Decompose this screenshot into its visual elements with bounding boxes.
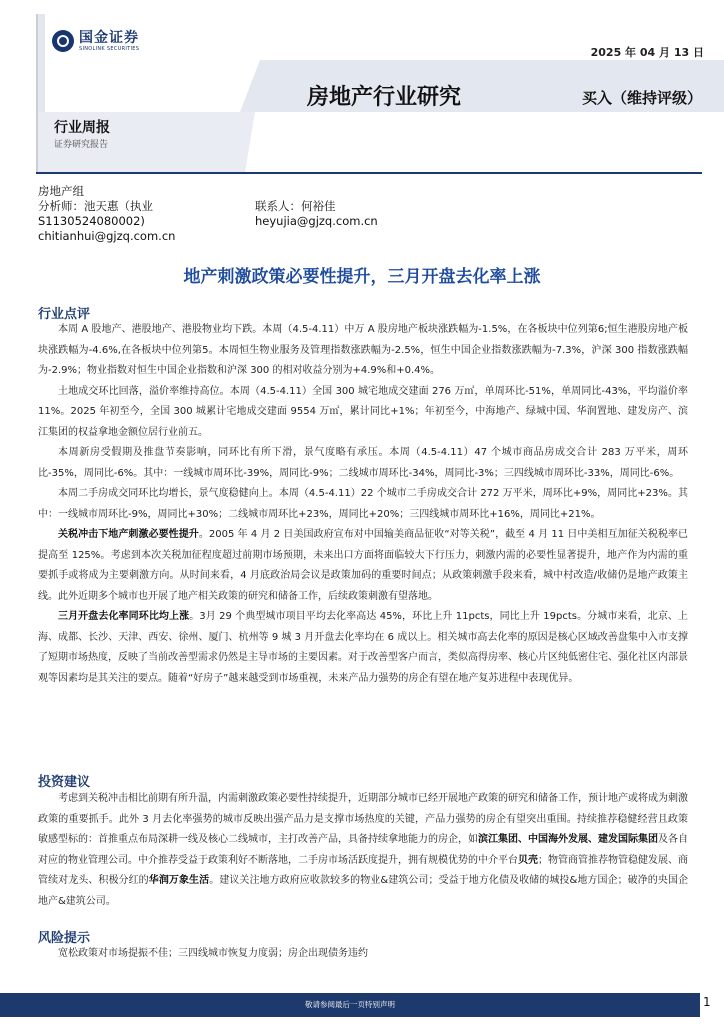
review-paragraph-second-hand: 本周二手房成交同环比均增长，景气度稳健向上。本周（4.5-4.11）22 个城市二手房成交合计 272 万平米，周环比+9%，周同比+23%。其中：一线城市周环比-9%，周同比+30%；二线城市周环比+23%，周同比+20%；三四线城市周环比+16%，周同比+21%。 bbox=[38, 488, 688, 520]
investment-body bbox=[38, 789, 688, 912]
logo-name-cn: 国金证券 bbox=[79, 29, 139, 46]
brand-logo bbox=[52, 30, 139, 52]
review-paragraph-absorption bbox=[38, 607, 688, 689]
section-title-review: 行业点评 bbox=[38, 307, 91, 322]
header-divider bbox=[36, 172, 702, 174]
invest-highlight-beike: 贝壳 bbox=[518, 854, 538, 866]
report-headline: 地产刺激政策必要性提升，三月开盘去化率上涨 bbox=[183, 267, 541, 287]
invest-text-d: 。建议关注地方政府应收款较多的物业&建筑公司；受益于地方化债及收储的城投&地方国企；破净的央国企地产&建筑公司。 bbox=[38, 875, 689, 907]
report-date: 2025 年 04 月 13 日 bbox=[590, 46, 704, 59]
analyst-email[interactable]: chitianhui@gjzq.com.cn bbox=[38, 229, 176, 243]
report-subtype: 证券研究报告 bbox=[54, 140, 109, 150]
report-title: 房地产行业研究 bbox=[307, 85, 462, 110]
investment-paragraph bbox=[38, 789, 688, 912]
absorption-text: 。3月 29 个典型城市项目平均去化率高达 45%，环比上升 11pcts，同比上升 19pcts。分城市来看，北京、上海、成都、长沙、天津、西安、徐州、厦门、杭州等 9 城 3 月开盘去化率均在 6 成以上。相关城市高去化率的原因是核心区域改善盘集中入市支撑了短期市场热度，反映了当前改善型需求仍然是主导市场的主要因素。对于改善型客户而言，类似高得房率、核心片区纯低密住宅、强化社区内部景观等因素均是其关注的要点。随着“好房子”越来越受到市场重视，未来产品力强势的房企有望在地产复苏进程中表现优异。 bbox=[38, 611, 689, 684]
invest-highlight-crmixc: 华润万象生活 bbox=[148, 875, 210, 886]
analyst-info bbox=[38, 184, 678, 244]
rating-badge: 买入（维持评级） bbox=[582, 89, 703, 107]
logo-name-en: SINOLINK SECURITIES bbox=[79, 45, 140, 52]
page-footer bbox=[0, 993, 724, 1024]
review-body bbox=[38, 320, 688, 689]
absorption-highlight: 三月开盘去化率同环比均上涨 bbox=[58, 611, 190, 622]
logo-icon bbox=[52, 30, 74, 52]
risk-body bbox=[38, 944, 688, 965]
invest-text-a: 考虑到关税冲击相比前期有所升温，内需刺激政策必要性持续提升，近期部分城市已经开展地产政策的研究和储备工作，预计地产或将成为刺激政策的重要抓手。此外 3 月去化率强势的城市反映出强产品力是支撑市场热度的关键，产品力强势的房企有望突出重围。持续推荐稳健经营且政策敏感型标的：首推重点布局深耕一线及核心二线城市，主打改善产品，具备持续拿地能力的房企，如 bbox=[38, 793, 688, 845]
invest-text-c: ；物管商管推荐物管稳健发展、商管续对龙头、积极分红的 bbox=[38, 854, 688, 886]
analyst-name: 分析师：池天惠（执业 bbox=[38, 199, 153, 213]
review-paragraph-land: 土地成交环比回落，溢价率维持高位。本周（4.5-4.11）全国 300 城宅地成交建面 276 万㎡，单周环比-51%，单周同比-43%，平均溢价率 11%。2025 年初至今，全国 300 城累计宅地成交建面 9554 万㎡，累计同比+1%；年初至今，中海地产、绿城中国、华润置地、建发房产、滨江集团的权益拿地金额位居行业前五。 bbox=[38, 385, 688, 438]
invest-highlight-developers: 滨江集团、中国海外发展、建发国际集团 bbox=[478, 834, 658, 845]
risk-paragraph: 宽松政策对市场提振不佳；三四线城市恢复力度弱；房企出现债务违约 bbox=[58, 948, 368, 959]
section-title-risk: 风险提示 bbox=[38, 931, 91, 946]
analyst-group: 房地产组 bbox=[38, 184, 84, 198]
analyst-license: S1130524080002) bbox=[38, 214, 145, 228]
review-paragraph-new-homes: 本周新房受假期及推盘节奏影响，同环比有所下滑，景气度略有承压。本周（4.5-4.11）47 个城市商品房成交合计 283 万平米，周环比-35%，周同比-6%。其中：一线城市周环比-39%，周同比-9%；二线城市周环比-34%，周同比-3%；三四线城市周环比-33%，周同比-6%。 bbox=[38, 447, 688, 479]
footer-disclaimer[interactable]: 敬请参阅最后一页特别声明 bbox=[305, 1000, 395, 1009]
page-number: 1 bbox=[703, 995, 711, 1009]
report-header bbox=[0, 0, 724, 180]
review-paragraph-market: 本周 A 股地产、港股地产、港股物业均下跌。本周（4.5-4.11）中万 A 股房地产板块涨跌幅为-1.5%，在各板块中位列第6;恒生港股房地产板块涨跌幅为-4.6%,在各板块中位列第5。本周恒生物业服务及管理指数涨跌幅为-2.5%，恒生中国企业指数涨跌幅为-7.3%，沪深 300 指数涨跌幅为-2.9%；物业指数对恒生中国企业指数和沪深 300 的相对收益分别为+4.9%和+0.4%。 bbox=[38, 324, 688, 376]
contact-name: 联系人：何裕佳 bbox=[255, 199, 336, 213]
tariff-highlight: 关税冲击下地产刺激必要性提升 bbox=[58, 529, 199, 540]
tariff-text: 。2005 年 4 月 2 日美国政府宣布对中国输美商品征收“对等关税”，截至 4 月 11 日中美相互加征关税税率已提高至 125%。考虑到本次关税加征程度超过前期市场预期，未来出口方面将面临较大下行压力，刺激内需的必要性显著提升，地产作为内需的重要抓手或将成为主要刺激方向。从时间来看，4 月底政治局会议是政策加码的重要时间点；从政策刺激手段来看，城中村改造/收储仍是地产政策主线。此外近期多个城市也开展了地产相关政策的研究和储备工作，后续政策刺激有望落地。 bbox=[38, 529, 689, 602]
invest-text-b: 及各自对应的物业管理公司。中介推荐受益于政策利好不断落地，二手房市场活跃度提升，拥有规模优势的中介平台 bbox=[38, 834, 688, 866]
contact-email[interactable]: heyujia@gjzq.com.cn bbox=[255, 214, 378, 228]
report-type: 行业周报 bbox=[54, 120, 110, 136]
section-title-investment: 投资建议 bbox=[38, 775, 91, 790]
review-paragraph-tariff bbox=[38, 525, 688, 607]
